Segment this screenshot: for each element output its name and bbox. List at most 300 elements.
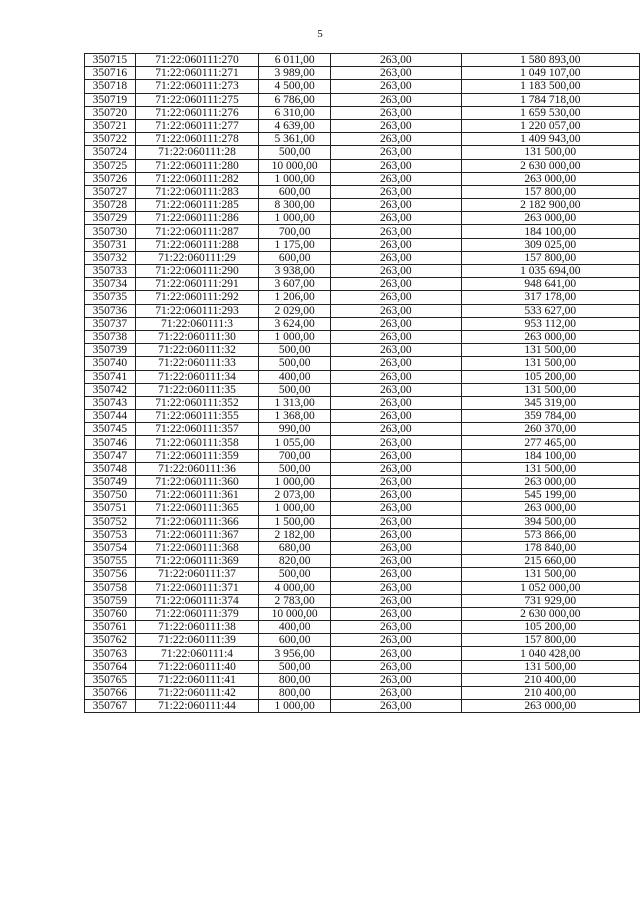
table-row — [85, 344, 640, 357]
cadastral-number-cell: 71:22:060111:38 — [135, 621, 259, 634]
rate-cell: 263,00 — [330, 660, 461, 673]
row-number-cell: 350726 — [85, 172, 136, 185]
row-number-cell: 350720 — [85, 106, 136, 119]
area-cell: 990,00 — [259, 423, 331, 436]
cadastral-number-cell: 71:22:060111:276 — [135, 106, 259, 119]
rate-cell: 263,00 — [330, 462, 461, 475]
table-row — [85, 212, 640, 225]
row-number-cell: 350747 — [85, 449, 136, 462]
cadastral-value-cell: 1 659 530,00 — [461, 106, 639, 119]
row-number-cell: 350748 — [85, 462, 136, 475]
row-number-cell: 350763 — [85, 647, 136, 660]
cadastral-number-cell: 71:22:060111:374 — [135, 594, 259, 607]
area-cell: 2 029,00 — [259, 304, 331, 317]
cadastral-value-cell: 2 182 900,00 — [461, 199, 639, 212]
cadastral-number-cell: 71:22:060111:358 — [135, 436, 259, 449]
cadastral-number-cell: 71:22:060111:355 — [135, 410, 259, 423]
cadastral-number-cell: 71:22:060111:4 — [135, 647, 259, 660]
rate-cell: 263,00 — [330, 199, 461, 212]
row-number-cell: 350740 — [85, 357, 136, 370]
rate-cell: 263,00 — [330, 383, 461, 396]
rate-cell: 263,00 — [330, 476, 461, 489]
rate-cell: 263,00 — [330, 185, 461, 198]
rate-cell: 263,00 — [330, 370, 461, 383]
row-number-cell: 350730 — [85, 225, 136, 238]
area-cell: 600,00 — [259, 251, 331, 264]
area-cell: 5 361,00 — [259, 133, 331, 146]
table-row — [85, 502, 640, 515]
cadastral-number-cell: 71:22:060111:30 — [135, 330, 259, 343]
cadastral-number-cell: 71:22:060111:292 — [135, 291, 259, 304]
cadastral-value-cell: 131 500,00 — [461, 146, 639, 159]
cadastral-number-cell: 71:22:060111:287 — [135, 225, 259, 238]
rate-cell: 263,00 — [330, 317, 461, 330]
area-cell: 400,00 — [259, 621, 331, 634]
cadastral-number-cell: 71:22:060111:359 — [135, 449, 259, 462]
cadastral-value-cell: 573 866,00 — [461, 528, 639, 541]
table-row — [85, 660, 640, 673]
table-row — [85, 489, 640, 502]
row-number-cell: 350739 — [85, 344, 136, 357]
cadastral-value-cell: 210 400,00 — [461, 673, 639, 686]
cadastral-number-cell: 71:22:060111:278 — [135, 133, 259, 146]
table-row — [85, 67, 640, 80]
cadastral-value-cell: 2 630 000,00 — [461, 607, 639, 620]
rate-cell: 263,00 — [330, 67, 461, 80]
cadastral-value-cell: 263 000,00 — [461, 212, 639, 225]
rate-cell: 263,00 — [330, 647, 461, 660]
area-cell: 500,00 — [259, 462, 331, 475]
rate-cell: 263,00 — [330, 528, 461, 541]
rate-cell: 263,00 — [330, 212, 461, 225]
row-number-cell: 350729 — [85, 212, 136, 225]
cadastral-value-cell: 210 400,00 — [461, 687, 639, 700]
table-row — [85, 700, 640, 713]
rate-cell: 263,00 — [330, 330, 461, 343]
table-row — [85, 238, 640, 251]
row-number-cell: 350742 — [85, 383, 136, 396]
row-number-cell: 350750 — [85, 489, 136, 502]
table-row — [85, 436, 640, 449]
row-number-cell: 350765 — [85, 673, 136, 686]
area-cell: 4 500,00 — [259, 80, 331, 93]
cadastral-value-cell: 731 929,00 — [461, 594, 639, 607]
area-cell: 3 956,00 — [259, 647, 331, 660]
area-cell: 500,00 — [259, 146, 331, 159]
cadastral-value-cell: 131 500,00 — [461, 357, 639, 370]
cadastral-value-cell: 1 052 000,00 — [461, 581, 639, 594]
cadastral-number-cell: 71:22:060111:44 — [135, 700, 259, 713]
row-number-cell: 350761 — [85, 621, 136, 634]
area-cell: 4 000,00 — [259, 581, 331, 594]
area-cell: 1 000,00 — [259, 330, 331, 343]
rate-cell: 263,00 — [330, 515, 461, 528]
cadastral-number-cell: 71:22:060111:37 — [135, 568, 259, 581]
area-cell: 1 313,00 — [259, 396, 331, 409]
cadastral-number-cell: 71:22:060111:273 — [135, 80, 259, 93]
cadastral-number-cell: 71:22:060111:367 — [135, 528, 259, 541]
row-number-cell: 350716 — [85, 67, 136, 80]
cadastral-value-cell: 263 000,00 — [461, 172, 639, 185]
cadastral-number-cell: 71:22:060111:283 — [135, 185, 259, 198]
table-row — [85, 647, 640, 660]
cadastral-value-cell: 1 183 500,00 — [461, 80, 639, 93]
area-cell: 3 938,00 — [259, 265, 331, 278]
row-number-cell: 350718 — [85, 80, 136, 93]
area-cell: 3 607,00 — [259, 278, 331, 291]
area-cell: 2 182,00 — [259, 528, 331, 541]
row-number-cell: 350745 — [85, 423, 136, 436]
rate-cell: 263,00 — [330, 54, 461, 67]
cadastral-number-cell: 71:22:060111:36 — [135, 462, 259, 475]
area-cell: 1 000,00 — [259, 172, 331, 185]
row-number-cell: 350727 — [85, 185, 136, 198]
row-number-cell: 350753 — [85, 528, 136, 541]
cadastral-value-cell: 533 627,00 — [461, 304, 639, 317]
cadastral-number-cell: 71:22:060111:277 — [135, 119, 259, 132]
row-number-cell: 350766 — [85, 687, 136, 700]
table-row — [85, 54, 640, 67]
row-number-cell: 350735 — [85, 291, 136, 304]
rate-cell: 263,00 — [330, 541, 461, 554]
table-row — [85, 119, 640, 132]
row-number-cell: 350759 — [85, 594, 136, 607]
cadastral-number-cell: 71:22:060111:41 — [135, 673, 259, 686]
area-cell: 2 073,00 — [259, 489, 331, 502]
area-cell: 10 000,00 — [259, 159, 331, 172]
cadastral-number-cell: 71:22:060111:33 — [135, 357, 259, 370]
table-row — [85, 396, 640, 409]
rate-cell: 263,00 — [330, 119, 461, 132]
rate-cell: 263,00 — [330, 238, 461, 251]
rate-cell: 263,00 — [330, 225, 461, 238]
cadastral-number-cell: 71:22:060111:35 — [135, 383, 259, 396]
cadastral-number-cell: 71:22:060111:293 — [135, 304, 259, 317]
area-cell: 1 206,00 — [259, 291, 331, 304]
cadastral-number-cell: 71:22:060111:379 — [135, 607, 259, 620]
area-cell: 600,00 — [259, 634, 331, 647]
cadastral-value-cell: 157 800,00 — [461, 634, 639, 647]
area-cell: 3 989,00 — [259, 67, 331, 80]
row-number-cell: 350724 — [85, 146, 136, 159]
rate-cell: 263,00 — [330, 251, 461, 264]
cadastral-value-cell: 131 500,00 — [461, 344, 639, 357]
table-row — [85, 581, 640, 594]
table-row — [85, 687, 640, 700]
area-cell: 6 310,00 — [259, 106, 331, 119]
cadastral-value-cell: 1 409 943,00 — [461, 133, 639, 146]
cadastral-value-cell: 1 220 057,00 — [461, 119, 639, 132]
row-number-cell: 350722 — [85, 133, 136, 146]
cadastral-value-cell: 157 800,00 — [461, 251, 639, 264]
area-cell: 700,00 — [259, 449, 331, 462]
cadastral-number-cell: 71:22:060111:291 — [135, 278, 259, 291]
area-cell: 10 000,00 — [259, 607, 331, 620]
rate-cell: 263,00 — [330, 436, 461, 449]
table-row — [85, 133, 640, 146]
cadastral-value-cell: 953 112,00 — [461, 317, 639, 330]
area-cell: 6 786,00 — [259, 93, 331, 106]
rate-cell: 263,00 — [330, 700, 461, 713]
cadastral-number-cell: 71:22:060111:357 — [135, 423, 259, 436]
table-row — [85, 159, 640, 172]
row-number-cell: 350744 — [85, 410, 136, 423]
area-cell: 1 368,00 — [259, 410, 331, 423]
cadastral-value-cell: 263 000,00 — [461, 476, 639, 489]
cadastral-number-cell: 71:22:060111:270 — [135, 54, 259, 67]
cadastral-value-cell: 1 049 107,00 — [461, 67, 639, 80]
row-number-cell: 350751 — [85, 502, 136, 515]
table-row — [85, 528, 640, 541]
row-number-cell: 350746 — [85, 436, 136, 449]
table-row — [85, 634, 640, 647]
rate-cell: 263,00 — [330, 502, 461, 515]
cadastral-value-cell: 263 000,00 — [461, 700, 639, 713]
rate-cell: 263,00 — [330, 106, 461, 119]
rate-cell: 263,00 — [330, 687, 461, 700]
area-cell: 1 055,00 — [259, 436, 331, 449]
cadastral-number-cell: 71:22:060111:286 — [135, 212, 259, 225]
row-number-cell: 350762 — [85, 634, 136, 647]
cadastral-value-cell: 263 000,00 — [461, 502, 639, 515]
area-cell: 1 000,00 — [259, 502, 331, 515]
row-number-cell: 350736 — [85, 304, 136, 317]
area-cell: 500,00 — [259, 660, 331, 673]
table-row — [85, 317, 640, 330]
table-row — [85, 476, 640, 489]
area-cell: 3 624,00 — [259, 317, 331, 330]
area-cell: 8 300,00 — [259, 199, 331, 212]
rate-cell: 263,00 — [330, 265, 461, 278]
land-value-table — [84, 53, 640, 713]
row-number-cell: 350755 — [85, 555, 136, 568]
table-row — [85, 185, 640, 198]
row-number-cell: 350738 — [85, 330, 136, 343]
row-number-cell: 350734 — [85, 278, 136, 291]
row-number-cell: 350733 — [85, 265, 136, 278]
table-body — [85, 54, 640, 713]
cadastral-number-cell: 71:22:060111:366 — [135, 515, 259, 528]
table-row — [85, 278, 640, 291]
table-row — [85, 225, 640, 238]
area-cell: 820,00 — [259, 555, 331, 568]
area-cell: 4 639,00 — [259, 119, 331, 132]
table-row — [85, 304, 640, 317]
row-number-cell: 350743 — [85, 396, 136, 409]
row-number-cell: 350749 — [85, 476, 136, 489]
cadastral-value-cell: 184 100,00 — [461, 449, 639, 462]
table-row — [85, 621, 640, 634]
area-cell: 600,00 — [259, 185, 331, 198]
table-row — [85, 673, 640, 686]
area-cell: 1 500,00 — [259, 515, 331, 528]
rate-cell: 263,00 — [330, 423, 461, 436]
cadastral-number-cell: 71:22:060111:360 — [135, 476, 259, 489]
cadastral-value-cell: 184 100,00 — [461, 225, 639, 238]
rate-cell: 263,00 — [330, 555, 461, 568]
row-number-cell: 350758 — [85, 581, 136, 594]
table-row — [85, 357, 640, 370]
rate-cell: 263,00 — [330, 357, 461, 370]
cadastral-value-cell: 131 500,00 — [461, 660, 639, 673]
rate-cell: 263,00 — [330, 80, 461, 93]
area-cell: 1 000,00 — [259, 476, 331, 489]
rate-cell: 263,00 — [330, 581, 461, 594]
row-number-cell: 350732 — [85, 251, 136, 264]
cadastral-number-cell: 71:22:060111:290 — [135, 265, 259, 278]
cadastral-value-cell: 263 000,00 — [461, 330, 639, 343]
cadastral-value-cell: 394 500,00 — [461, 515, 639, 528]
table-row — [85, 370, 640, 383]
rate-cell: 263,00 — [330, 594, 461, 607]
cadastral-number-cell: 71:22:060111:3 — [135, 317, 259, 330]
area-cell: 1 000,00 — [259, 212, 331, 225]
table-row — [85, 568, 640, 581]
rate-cell: 263,00 — [330, 489, 461, 502]
cadastral-value-cell: 105 200,00 — [461, 621, 639, 634]
table-row — [85, 291, 640, 304]
cadastral-number-cell: 71:22:060111:288 — [135, 238, 259, 251]
cadastral-value-cell: 131 500,00 — [461, 568, 639, 581]
area-cell: 500,00 — [259, 344, 331, 357]
cadastral-value-cell: 2 630 000,00 — [461, 159, 639, 172]
cadastral-number-cell: 71:22:060111:282 — [135, 172, 259, 185]
table-row — [85, 449, 640, 462]
cadastral-number-cell: 71:22:060111:369 — [135, 555, 259, 568]
row-number-cell: 350725 — [85, 159, 136, 172]
table-row — [85, 330, 640, 343]
table-row — [85, 199, 640, 212]
rate-cell: 263,00 — [330, 146, 461, 159]
cadastral-number-cell: 71:22:060111:42 — [135, 687, 259, 700]
cadastral-number-cell: 71:22:060111:275 — [135, 93, 259, 106]
cadastral-value-cell: 131 500,00 — [461, 383, 639, 396]
row-number-cell: 350731 — [85, 238, 136, 251]
cadastral-number-cell: 71:22:060111:34 — [135, 370, 259, 383]
cadastral-value-cell: 317 178,00 — [461, 291, 639, 304]
area-cell: 700,00 — [259, 225, 331, 238]
cadastral-value-cell: 260 370,00 — [461, 423, 639, 436]
area-cell: 500,00 — [259, 568, 331, 581]
cadastral-value-cell: 1 580 893,00 — [461, 54, 639, 67]
row-number-cell: 350715 — [85, 54, 136, 67]
row-number-cell: 350760 — [85, 607, 136, 620]
cadastral-number-cell: 71:22:060111:365 — [135, 502, 259, 515]
cadastral-number-cell: 71:22:060111:280 — [135, 159, 259, 172]
area-cell: 500,00 — [259, 383, 331, 396]
table-row — [85, 594, 640, 607]
table-row — [85, 410, 640, 423]
cadastral-number-cell: 71:22:060111:271 — [135, 67, 259, 80]
table-row — [85, 251, 640, 264]
rate-cell: 263,00 — [330, 396, 461, 409]
rate-cell: 263,00 — [330, 133, 461, 146]
cadastral-number-cell: 71:22:060111:371 — [135, 581, 259, 594]
rate-cell: 263,00 — [330, 344, 461, 357]
table-row — [85, 383, 640, 396]
table-row — [85, 265, 640, 278]
row-number-cell: 350756 — [85, 568, 136, 581]
rate-cell: 263,00 — [330, 304, 461, 317]
table-row — [85, 80, 640, 93]
cadastral-value-cell: 359 784,00 — [461, 410, 639, 423]
cadastral-value-cell: 948 641,00 — [461, 278, 639, 291]
row-number-cell: 350767 — [85, 700, 136, 713]
rate-cell: 263,00 — [330, 634, 461, 647]
area-cell: 400,00 — [259, 370, 331, 383]
cadastral-value-cell: 157 800,00 — [461, 185, 639, 198]
page-number: 5 — [317, 28, 323, 40]
cadastral-number-cell: 71:22:060111:368 — [135, 541, 259, 554]
cadastral-value-cell: 1 035 694,00 — [461, 265, 639, 278]
row-number-cell: 350719 — [85, 93, 136, 106]
rate-cell: 263,00 — [330, 159, 461, 172]
cadastral-value-cell: 131 500,00 — [461, 462, 639, 475]
row-number-cell: 350752 — [85, 515, 136, 528]
cadastral-number-cell: 71:22:060111:39 — [135, 634, 259, 647]
cadastral-number-cell: 71:22:060111:32 — [135, 344, 259, 357]
table-row — [85, 555, 640, 568]
rate-cell: 263,00 — [330, 568, 461, 581]
table-row — [85, 423, 640, 436]
area-cell: 680,00 — [259, 541, 331, 554]
cadastral-value-cell: 105 200,00 — [461, 370, 639, 383]
cadastral-number-cell: 71:22:060111:28 — [135, 146, 259, 159]
area-cell: 500,00 — [259, 357, 331, 370]
cadastral-value-cell: 345 319,00 — [461, 396, 639, 409]
rate-cell: 263,00 — [330, 410, 461, 423]
table-row — [85, 607, 640, 620]
area-cell: 2 783,00 — [259, 594, 331, 607]
cadastral-number-cell: 71:22:060111:352 — [135, 396, 259, 409]
cadastral-value-cell: 215 660,00 — [461, 555, 639, 568]
cadastral-value-cell: 178 840,00 — [461, 541, 639, 554]
table-row — [85, 106, 640, 119]
area-cell: 800,00 — [259, 687, 331, 700]
area-cell: 1 000,00 — [259, 700, 331, 713]
area-cell: 6 011,00 — [259, 54, 331, 67]
cadastral-value-cell: 545 199,00 — [461, 489, 639, 502]
table-row — [85, 93, 640, 106]
area-cell: 1 175,00 — [259, 238, 331, 251]
table-row — [85, 172, 640, 185]
cadastral-number-cell: 71:22:060111:40 — [135, 660, 259, 673]
cadastral-value-cell: 1 040 428,00 — [461, 647, 639, 660]
cadastral-number-cell: 71:22:060111:285 — [135, 199, 259, 212]
cadastral-value-cell: 309 025,00 — [461, 238, 639, 251]
cadastral-number-cell: 71:22:060111:29 — [135, 251, 259, 264]
area-cell: 800,00 — [259, 673, 331, 686]
cadastral-value-cell: 277 465,00 — [461, 436, 639, 449]
table-row — [85, 146, 640, 159]
row-number-cell: 350721 — [85, 119, 136, 132]
cadastral-value-cell: 1 784 718,00 — [461, 93, 639, 106]
table-row — [85, 462, 640, 475]
table-row — [85, 515, 640, 528]
rate-cell: 263,00 — [330, 673, 461, 686]
row-number-cell: 350754 — [85, 541, 136, 554]
rate-cell: 263,00 — [330, 278, 461, 291]
table-row — [85, 541, 640, 554]
rate-cell: 263,00 — [330, 172, 461, 185]
row-number-cell: 350737 — [85, 317, 136, 330]
rate-cell: 263,00 — [330, 291, 461, 304]
row-number-cell: 350764 — [85, 660, 136, 673]
cadastral-number-cell: 71:22:060111:361 — [135, 489, 259, 502]
rate-cell: 263,00 — [330, 93, 461, 106]
rate-cell: 263,00 — [330, 607, 461, 620]
row-number-cell: 350741 — [85, 370, 136, 383]
